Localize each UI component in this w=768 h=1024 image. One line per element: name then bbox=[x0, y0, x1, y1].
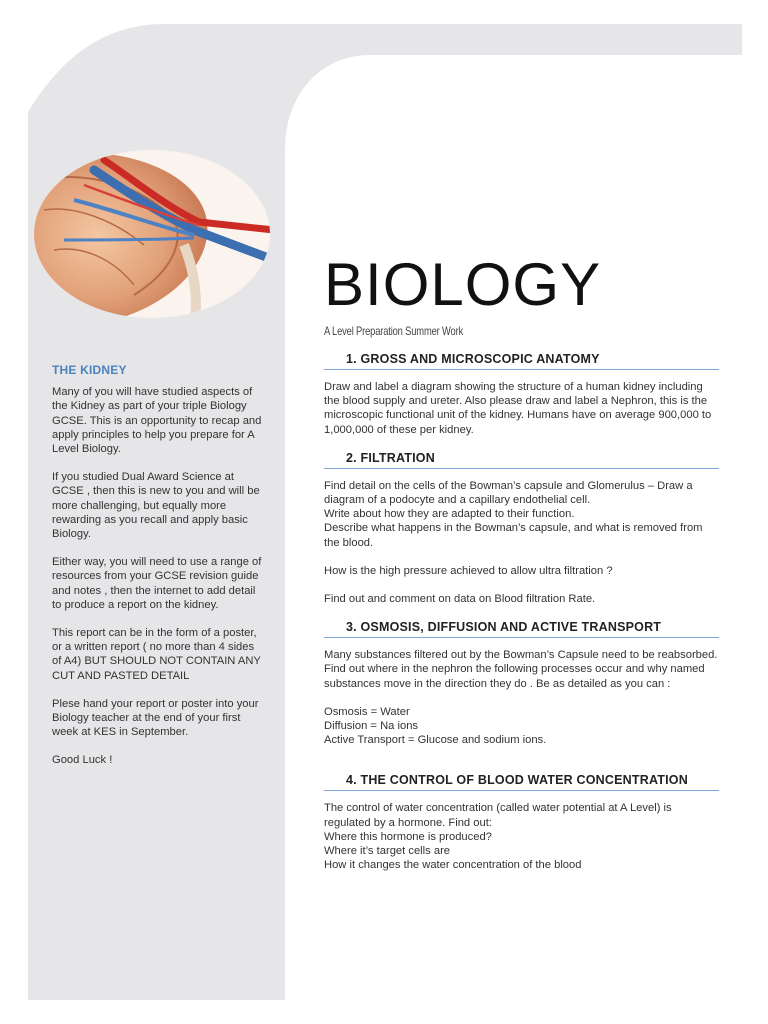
section-line: Write about how they are adapted to their function. bbox=[324, 508, 575, 521]
section-water-control bbox=[324, 773, 719, 872]
section-body bbox=[324, 648, 719, 747]
section-line: How is the high pressure achieved to allow ultra filtration ? bbox=[324, 564, 613, 577]
section-heading: 4. THE CONTROL OF BLOOD WATER CONCENTRATION bbox=[324, 773, 719, 791]
sidebar-paragraph: This report can be in the form of a poster, or a written report ( no more than 4 sides of A4) BUT SHOULD NOT CONTAIN ANY CUT AND PASTED DETAIL bbox=[52, 627, 261, 682]
section-line: Diffusion = Na ions bbox=[324, 720, 419, 733]
section-osmosis bbox=[324, 620, 719, 747]
main-content bbox=[324, 250, 719, 872]
section-body bbox=[324, 380, 719, 437]
spacer bbox=[324, 578, 719, 592]
section-line: Draw and label a diagram showing the structure of a human kidney including the blood supply and ureter. Also please draw and label a Nephron, this is the microscopic functional unit of the kidney. Humans have on average 900,000 to 1,000,000 of these per kidney. bbox=[324, 381, 712, 436]
sidebar-paragraph: Plese hand your report or poster into your Biology teacher at the end of your first week at KES in September. bbox=[52, 697, 259, 739]
section-line: Where this hormone is produced? bbox=[324, 830, 492, 843]
section-filtration bbox=[324, 451, 719, 606]
spacer bbox=[324, 550, 719, 564]
sidebar-paragraph: If you studied Dual Award Science at GCSE , then this is new to you and will be more challenging, but equally more rewarding as you recall and apply basic Biology. bbox=[52, 471, 260, 541]
section-heading: 2. FILTRATION bbox=[324, 451, 719, 469]
section-anatomy bbox=[324, 352, 719, 437]
sidebar-heading: THE KIDNEY bbox=[52, 363, 127, 377]
sidebar-paragraph: Either way, you will need to use a range of resources from your GCSE revision guide and notes , then the internet to add detail to produce a report on the kidney. bbox=[52, 556, 262, 611]
sidebar-paragraph: Many of you will have studied aspects of the Kidney as part of your triple Biology GCSE. This is an opportunity to recap and apply principles to help you prepare for A Level Biology. bbox=[52, 386, 262, 456]
spacer bbox=[324, 691, 719, 705]
kidney-illustration-icon bbox=[34, 150, 274, 318]
section-body bbox=[324, 479, 719, 606]
page-title: BIOLOGY bbox=[324, 251, 602, 318]
section-line: Many substances filtered out by the Bowman’s Capsule need to be reabsorbed. Find out where in the nephron the following processes occur and why named substances move in the direction they do . Be as detailed as you can : bbox=[324, 649, 718, 690]
section-line: Active Transport = Glucose and sodium ions. bbox=[324, 734, 547, 747]
section-line: How it changes the water concentration of the blood bbox=[324, 859, 582, 872]
section-line: Find out and comment on data on Blood filtration Rate. bbox=[324, 593, 596, 606]
section-line: Describe what happens in the Bowman’s capsule, and what is removed from the blood. bbox=[324, 522, 703, 549]
section-line: The control of water concentration (called water potential at A Level) is regulated by a hormone. Find out: bbox=[324, 802, 672, 829]
section-line: Osmosis = Water bbox=[324, 705, 410, 718]
sidebar-paragraph: Good Luck ! bbox=[52, 754, 113, 767]
section-heading: 1. GROSS AND MICROSCOPIC ANATOMY bbox=[324, 352, 719, 370]
section-line: Find detail on the cells of the Bowman’s capsule and Glomerulus – Draw a diagram of a podocyte and a capillary endothelial cell. bbox=[324, 479, 693, 507]
page-subtitle: A Level Preparation Summer Work bbox=[324, 324, 464, 338]
section-heading: 3. OSMOSIS, DIFFUSION AND ACTIVE TRANSPORT bbox=[324, 620, 719, 638]
sidebar bbox=[52, 363, 266, 782]
section-line: Where it’s target cells are bbox=[324, 845, 451, 858]
section-body bbox=[324, 801, 719, 872]
